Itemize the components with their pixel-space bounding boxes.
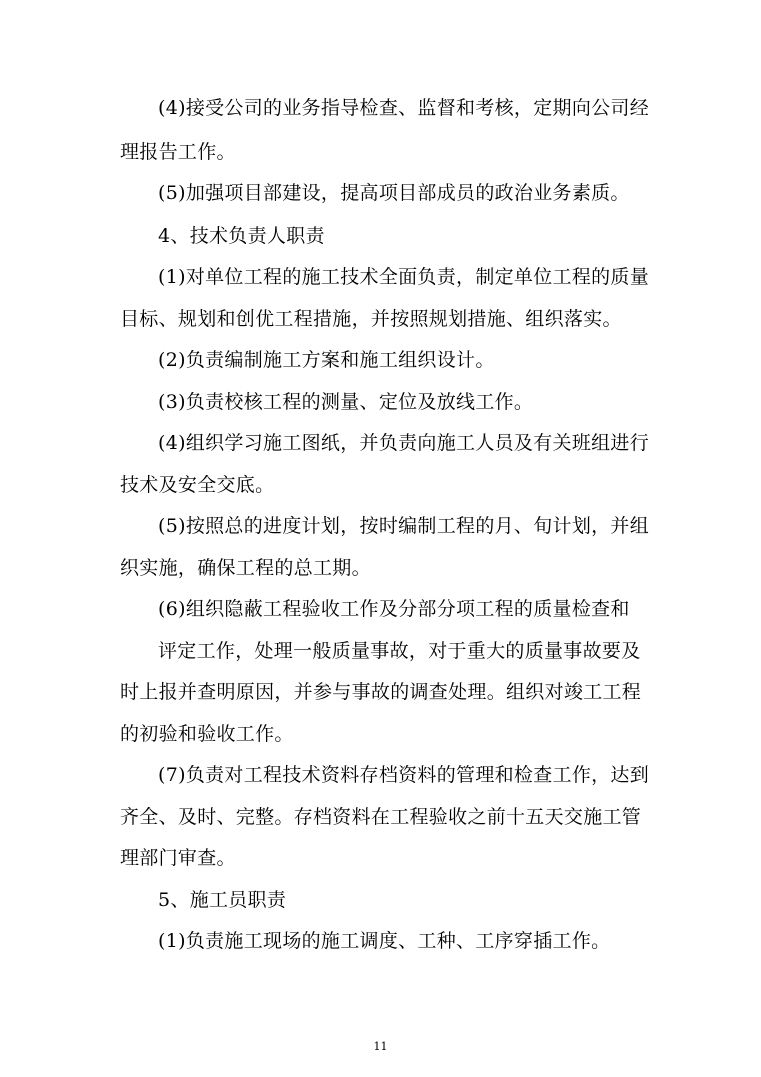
paragraph-line: (4)组织学习施工图纸，并负责向施工人员及有关班组进行 bbox=[158, 432, 650, 454]
paragraph-line: 评定工作，处理一般质量事故，对于重大的质量事故要及 bbox=[158, 640, 641, 662]
section-heading: 4、技术负责人职责 bbox=[158, 225, 325, 247]
paragraph-line: (2)负责编制施工方案和施工组织设计。 bbox=[158, 349, 495, 371]
paragraph-line: 目标、规划和创优工程措施，并按照规划措施、组织落实。 bbox=[120, 308, 622, 330]
paragraph-line: (5)加强项目部建设，提高项目部成员的政治业务素质。 bbox=[158, 182, 630, 204]
section-heading: 5、施工员职责 bbox=[158, 889, 287, 911]
page-number: 11 bbox=[373, 1040, 388, 1053]
paragraph-line: (1)对单位工程的施工技术全面负责，制定单位工程的质量 bbox=[158, 266, 650, 288]
paragraph-line: (5)按照总的进度计划，按时编制工程的月、旬计划，并组 bbox=[158, 515, 650, 537]
paragraph-line: 织实施，确保工程的总工期。 bbox=[120, 557, 371, 579]
paragraph-line: 时上报并查明原因，并参与事故的调查处理。组织对竣工工程 bbox=[120, 681, 642, 703]
paragraph-line: 理报告工作。 bbox=[120, 141, 236, 163]
paragraph-line: (1)负责施工现场的施工调度、工种、工序穿插工作。 bbox=[158, 930, 611, 952]
paragraph-line: (7)负责对工程技术资料存档资料的管理和检查工作，达到 bbox=[158, 764, 650, 786]
paragraph-line: 理部门审查。 bbox=[120, 847, 236, 869]
paragraph-line: (4)接受公司的业务指导检查、监督和考核，定期向公司经 bbox=[158, 97, 650, 119]
paragraph-line: 的初验和验收工作。 bbox=[120, 723, 294, 745]
paragraph-line: (3)负责校核工程的测量、定位及放线工作。 bbox=[158, 391, 534, 413]
paragraph-line: (6)组织隐蔽工程验收工作及分部分项工程的质量检查和 bbox=[158, 598, 630, 620]
paragraph-line: 技术及安全交底。 bbox=[120, 474, 275, 496]
paragraph-line: 齐全、及时、完整。存档资料在工程验收之前十五天交施工管 bbox=[120, 806, 642, 828]
